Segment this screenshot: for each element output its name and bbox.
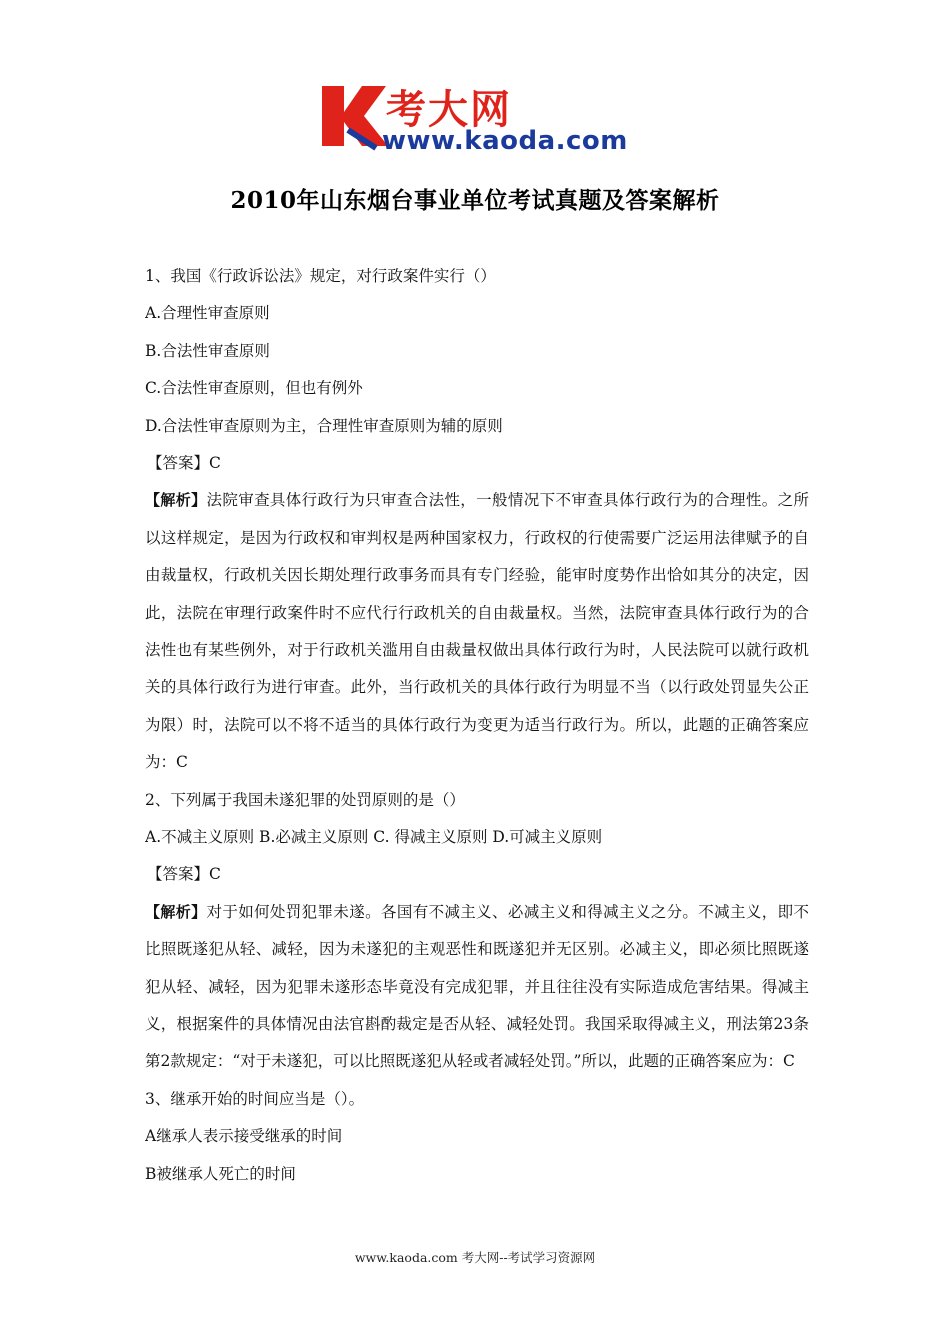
- q1-answer: [145, 445, 809, 482]
- document-body: [145, 258, 809, 1193]
- q1-answer-value: C: [209, 453, 221, 472]
- q1-analysis: [145, 482, 809, 781]
- q2-analysis-label: 【解析】: [145, 902, 207, 921]
- q3-option-b: B被继承人死亡的时间: [145, 1164, 296, 1183]
- q1-stem: 1、我国《行政诉讼法》规定，对行政案件实行（）: [145, 267, 496, 285]
- q2-answer: [145, 856, 809, 893]
- q1-option-c: C.合法性审查原则，但也有例外: [145, 379, 363, 398]
- q2-stem: 2、下列属于我国未遂犯罪的处罚原则的是（）: [145, 790, 465, 809]
- q1-option-b: B.合法性审查原则: [145, 341, 270, 360]
- q2-answer-value: C: [209, 865, 221, 884]
- q1-analysis-label: 【解析】: [145, 491, 207, 510]
- logo-cn-text: 考大网: [386, 87, 512, 133]
- q2-analysis-text: 对于如何处罚犯罪未遂。各国有不减主义、必减主义和得减主义之分。不减主义，即不比照既遂犯从轻、减轻，因为未遂犯的主观恶性和既遂犯并无区别。必减主义，即必须比照既遂犯从轻、减轻，因为犯罪未遂形态毕竟没有完成犯罪，并且往往没有实际造成危害结果。得减主义，根据案件的具体情况由法官斟酌裁定是否从轻、减轻处罚。我国采取得减主义，刑法第23条第2款规定：“对于未遂犯，可以比照既遂犯从轻或者减轻处罚。”所以，此题的正确答案应为：C: [145, 902, 809, 1071]
- q1-option-d: D.合法性审查原则为主，合理性审查原则为辅的原则: [145, 416, 503, 435]
- q3-option-a: A继承人表示接受继承的时间: [145, 1127, 343, 1146]
- q2-options: A.不减主义原则 B.必减主义原则 C. 得减主义原则 D.可减主义原则: [145, 827, 603, 846]
- kaoda-logo: [318, 80, 638, 158]
- q1-answer-label: 【答案】: [147, 453, 210, 472]
- document-title: 2010年山东烟台事业单位考试真题及答案解析: [230, 187, 720, 214]
- q3-stem: 3、继承开始的时间应当是（）。: [145, 1089, 365, 1108]
- q1-option-a: A.合理性审查原则: [145, 304, 270, 323]
- q2-analysis: [145, 894, 809, 1081]
- page-footer: www.kaoda.com 考大网--考试学习资源网: [354, 1250, 596, 1265]
- q2-answer-label: 【答案】: [147, 865, 210, 884]
- q1-analysis-text: 法院审查具体行政行为只审查合法性，一般情况下不审查具体行政行为的合理性。之所以这样规定，是因为行政权和审判权是两种国家权力，行政权的行使需要广泛运用法律赋予的自由裁量权，行政机关因长期处理行政事务而具有专门经验，能审时度势作出恰如其分的决定，因此，法院在审理行政案件时不应代行行政机关的自由裁量权。当然，法院审查具体行政行为的合法性也有某些例外，对于行政机关滥用自由裁量权做出具体行政行为时，人民法院可以就行政机关的具体行政行为进行审查。此外，当行政机关的具体行政行为明显不当（以行政处罚显失公正为限）时，法院可以不将不适当的具体行政行为变更为适当行政行为。所以，此题的正确答案应为：C: [145, 491, 809, 772]
- logo-url-text: www.kaoda.com: [382, 126, 628, 156]
